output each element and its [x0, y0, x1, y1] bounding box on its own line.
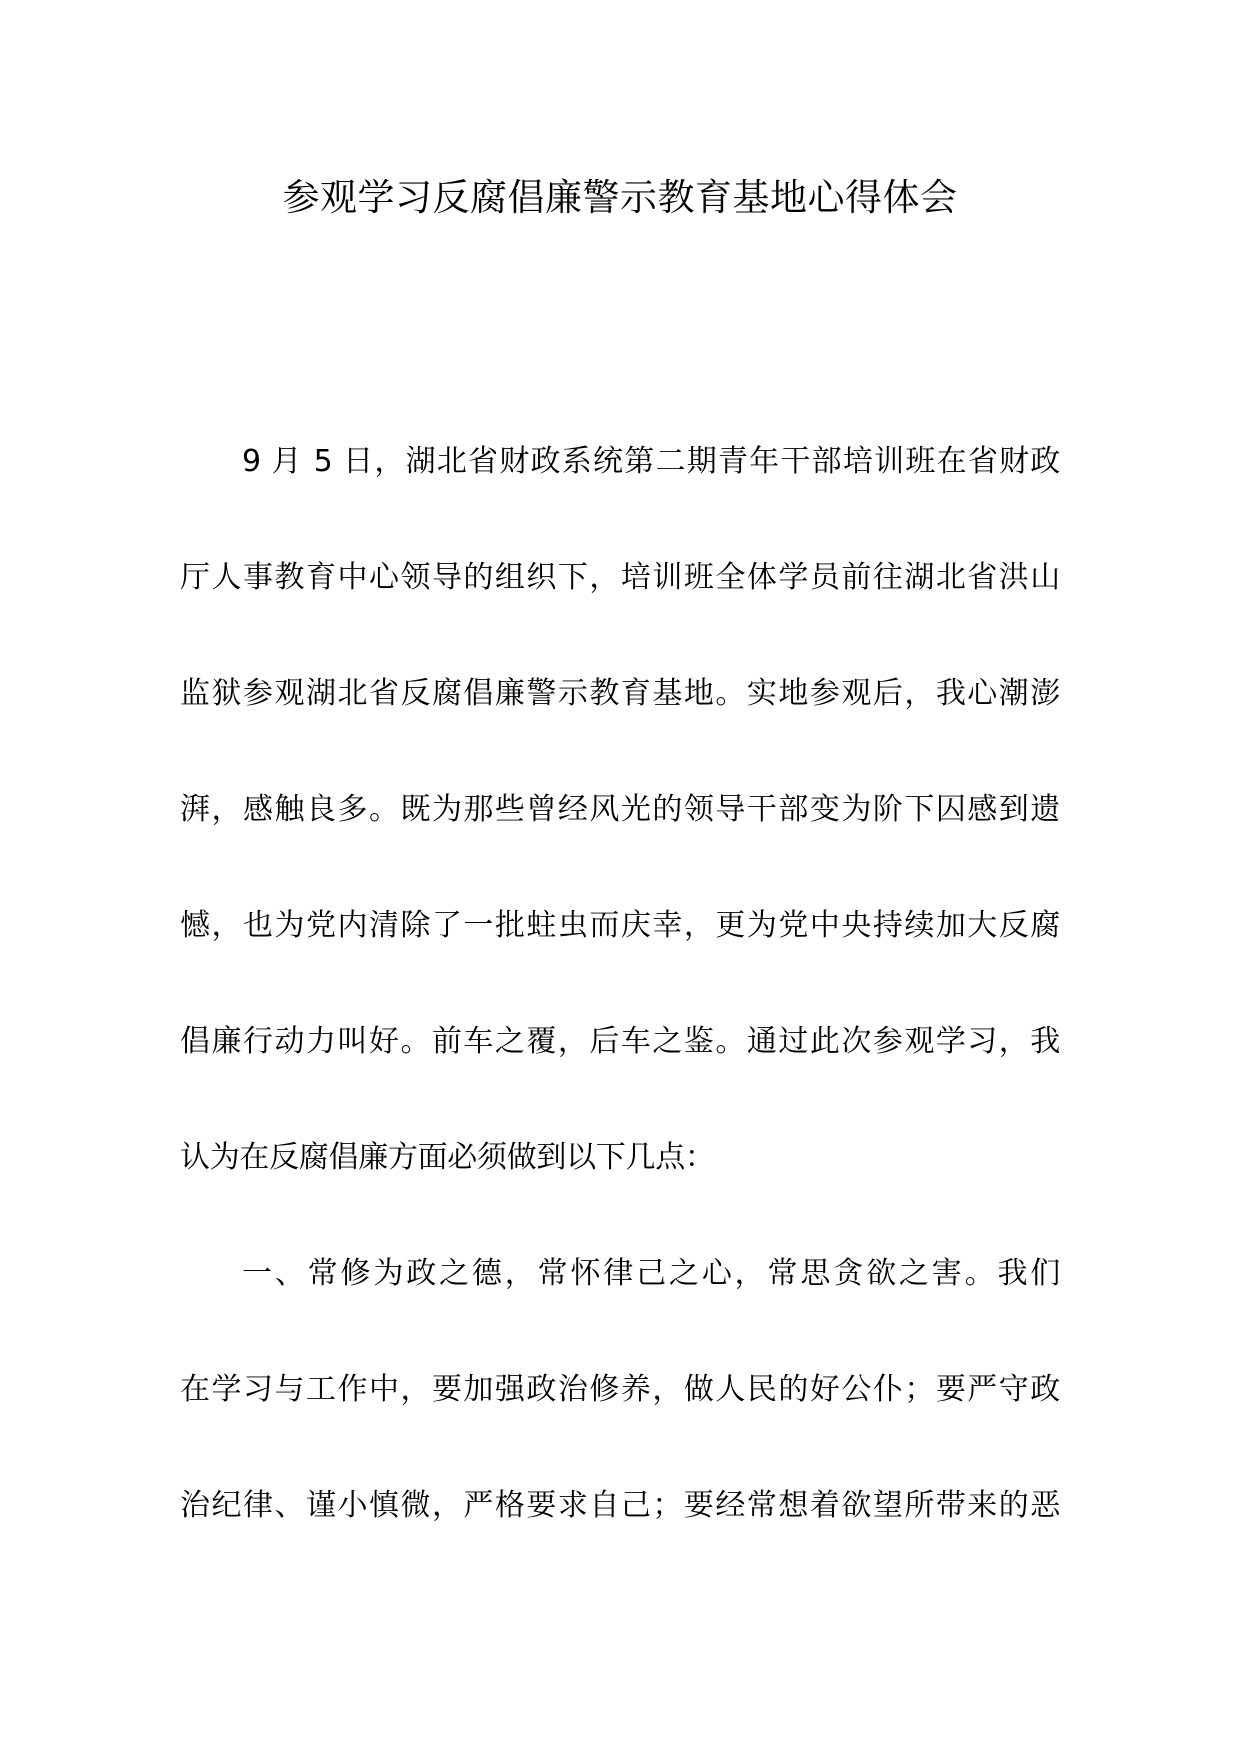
paragraph-1-line-2: 厅人事教育中心领导的组织下，培训班全体学员前往湖北省洪山	[180, 560, 1060, 595]
paragraph-1-line-5: 憾，也为党内清除了一批蛀虫而庆幸，更为党中央持续加大反腐	[180, 908, 1060, 943]
paragraph-1-line-7: 认为在反腐倡廉方面必须做到以下几点：	[180, 1140, 715, 1175]
paragraph-2-line-3: 治纪律、谨小慎微，严格要求自己；要经常想着欲望所带来的恶	[180, 1488, 1060, 1523]
paragraph-2-line-2: 在学习与工作中，要加强政治修养，做人民的好公仆；要严守政	[180, 1372, 1060, 1407]
paragraph-1-line-1: 9 月 5 日，湖北省财政系统第二期青年干部培训班在省财政	[242, 444, 1060, 479]
paragraph-1-line-3: 监狱参观湖北省反腐倡廉警示教育基地。实地参观后，我心潮澎	[180, 676, 1060, 711]
paragraph-1-line-4: 湃，感触良多。既为那些曾经风光的领导干部变为阶下囚感到遗	[180, 792, 1060, 827]
paragraph-1-line-6: 倡廉行动力叫好。前车之覆，后车之鉴。通过此次参观学习，我	[180, 1024, 1060, 1059]
document-title: 参观学习反腐倡廉警示教育基地心得体会	[282, 176, 958, 219]
paragraph-2-line-1: 一、常修为政之德，常怀律己之心，常思贪欲之害。我们	[242, 1256, 1060, 1291]
